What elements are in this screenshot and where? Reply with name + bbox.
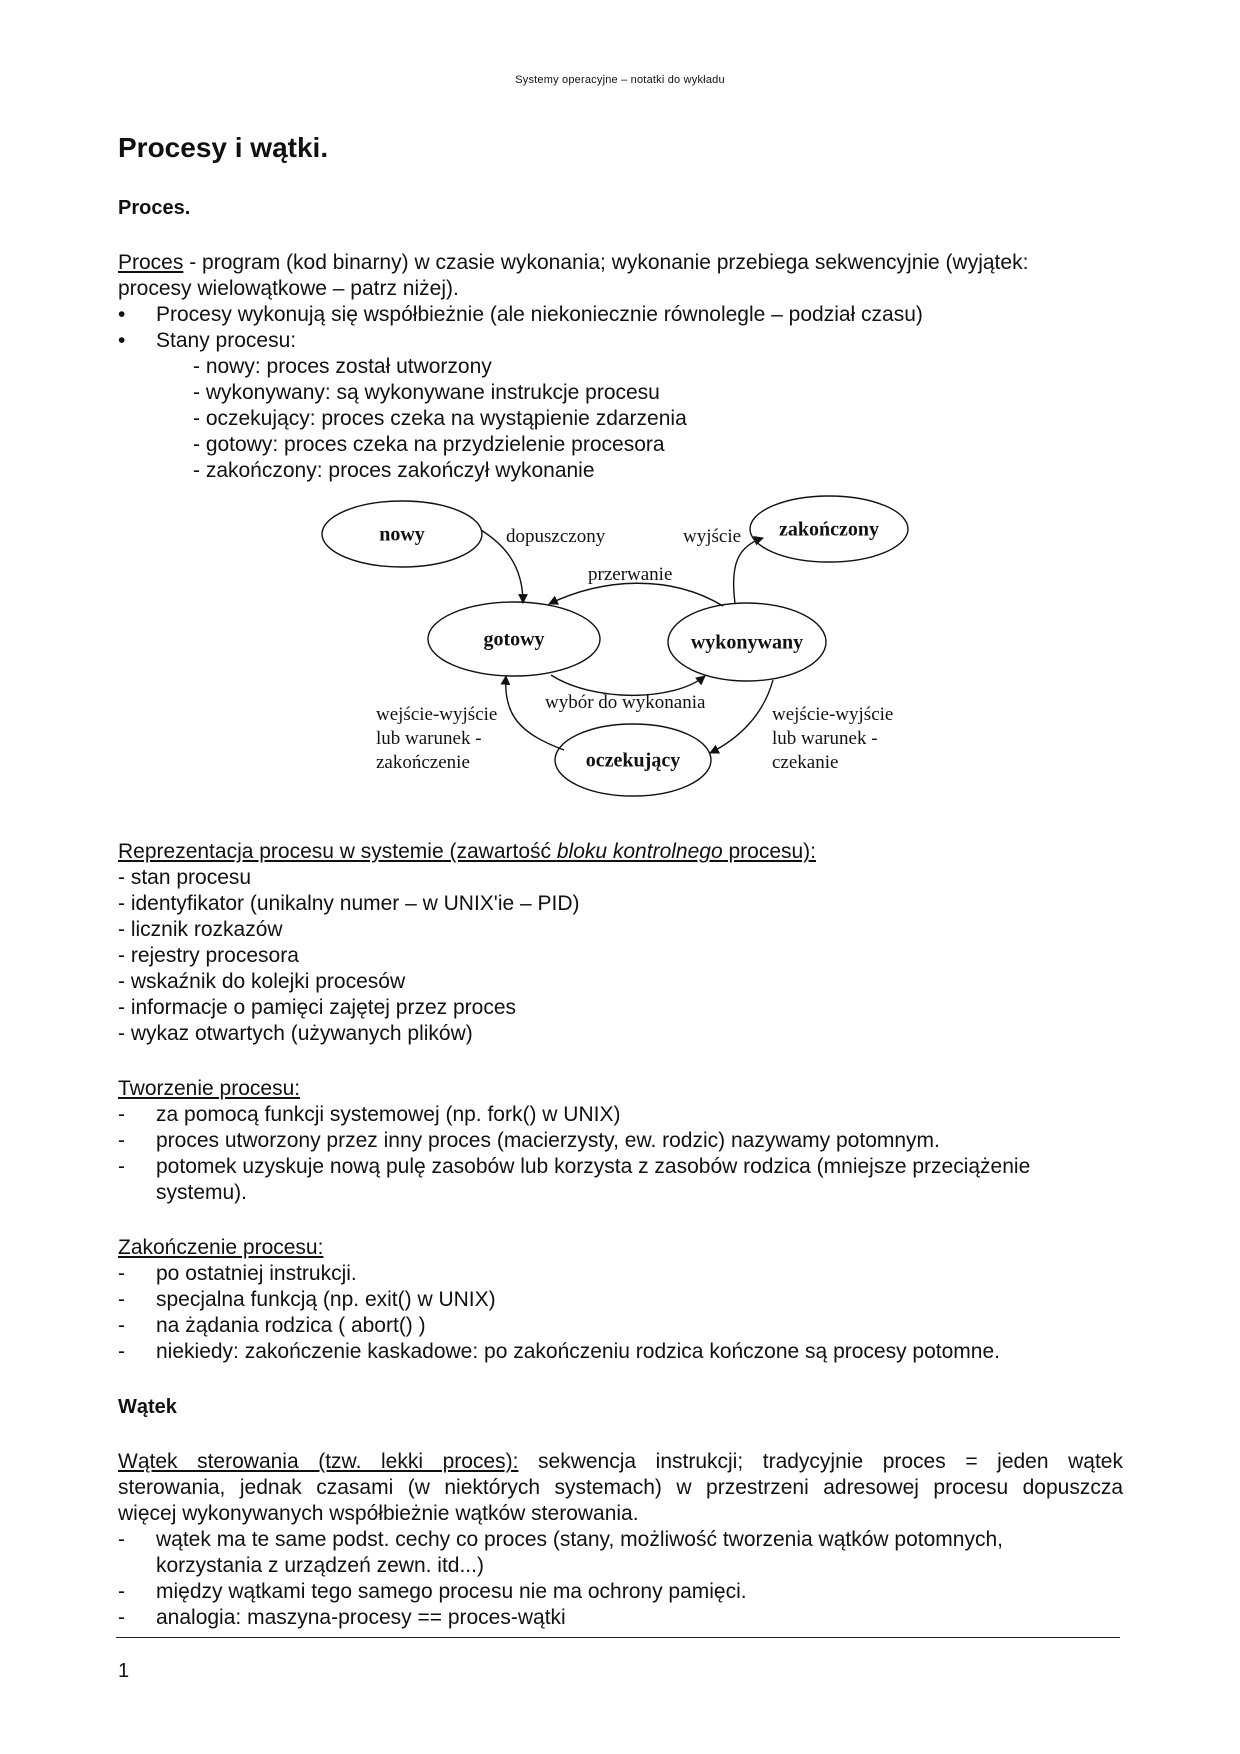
pcb-item: - rejestry procesora bbox=[118, 944, 299, 967]
thread-item: - analogia: maszyna-procesy == proces-wątki bbox=[118, 1606, 566, 1629]
document-title: Procesy i wątki. bbox=[118, 132, 329, 163]
process-definition bbox=[118, 250, 1123, 276]
edge-io-wait-label: wejście-wyjście bbox=[772, 704, 894, 725]
section-heading-thread: Wątek bbox=[118, 1396, 177, 1418]
page-number: 1 bbox=[118, 1660, 130, 1682]
edge-dispatch-label: wybór do wykonania bbox=[545, 692, 706, 713]
termination-heading: Zakończenie procesu: bbox=[118, 1236, 324, 1259]
edge-io-done-label: zakończenie bbox=[376, 752, 470, 773]
pcb-item: - identyfikator (unikalny numer – w UNIX'ie – PID) bbox=[118, 892, 580, 915]
state-item: - wykonywany: są wykonywane instrukcje procesu bbox=[193, 381, 660, 404]
running-header: Systemy operacyjne – notatki do wykładu bbox=[515, 74, 725, 86]
pcb-item: - stan procesu bbox=[118, 866, 252, 889]
thread-item: - wątek ma te same podst. cechy co proces (stany, możliwość tworzenia wątków potomnych, bbox=[118, 1528, 1003, 1551]
edge-admitted-label: dopuszczony bbox=[506, 526, 606, 547]
bullet-text: Procesy wykonują się współbieżnie (ale niekoniecznie równolegle – podział czasu) bbox=[156, 303, 923, 326]
termination-section bbox=[118, 1235, 1123, 1365]
edge-io-wait bbox=[710, 680, 773, 753]
pcb-heading-emphasis: bloku kontrolnego bbox=[556, 840, 723, 863]
thread-definition: Wątek sterowania (tzw. lekki proces): sekwencja instrukcji; tradycyjnie proces = jeden wątek bbox=[118, 1450, 1123, 1473]
creation-section bbox=[118, 1076, 1123, 1206]
edge-exit-label: wyjście bbox=[683, 526, 742, 547]
edge-io-done-label: lub warunek - bbox=[376, 728, 482, 749]
bullet-text: Stany procesu: bbox=[156, 329, 297, 352]
creation-item: - proces utworzony przez inny proces (macierzysty, ew. rodzic) nazywamy potomnym. bbox=[118, 1129, 940, 1152]
edge-io-wait-label: czekanie bbox=[772, 752, 839, 773]
node-done-label: zakończony bbox=[779, 518, 879, 541]
termination-item: - po ostatniej instrukcji. bbox=[118, 1262, 357, 1285]
edge-interrupt-label: przerwanie bbox=[588, 564, 673, 585]
footer-rule bbox=[116, 1637, 1120, 1638]
pcb-section bbox=[118, 839, 1123, 1047]
edge-interrupt bbox=[549, 583, 723, 606]
edge-io-done-label: wejście-wyjście bbox=[376, 704, 498, 725]
termination-item: - niekiedy: zakończenie kaskadowe: po zakończeniu rodzica kończone są procesy potomne. bbox=[118, 1340, 1000, 1363]
state-item: - zakończony: proces zakończył wykonanie bbox=[193, 459, 595, 482]
state-item: - nowy: proces został utworzony bbox=[193, 355, 492, 378]
bullet-marker: • bbox=[118, 303, 126, 326]
pcb-item: - wykaz otwartych (używanych plików) bbox=[118, 1022, 473, 1045]
termination-item: - na żądania rodzica ( abort() ) bbox=[118, 1314, 426, 1337]
section-heading-process: Proces. bbox=[118, 197, 191, 219]
node-new-label: nowy bbox=[379, 523, 425, 546]
creation-item: - potomek uzyskuje nową pulę zasobów lub korzysta z zasobów rodzica (mniejsze przeciążenie bbox=[118, 1155, 1031, 1178]
thread-definition-cont: sterowania, jednak czasami (w niektórych systemach) w przestrzeni adresowej procesu dopuszcza bbox=[118, 1476, 1123, 1499]
creation-heading: Tworzenie procesu: bbox=[118, 1077, 301, 1100]
node-ready-label: gotowy bbox=[483, 628, 545, 651]
thread-term: Wątek sterowania (tzw. lekki proces): bbox=[118, 1450, 519, 1473]
node-waiting-label: oczekujący bbox=[585, 749, 681, 772]
edge-exit bbox=[734, 538, 763, 603]
process-definition-text: - program (kod binarny) w czasie wykonania; wykonanie przebiega sekwencyjnie (wyjątek: bbox=[183, 251, 1029, 274]
edge-io-done bbox=[506, 676, 564, 750]
thread-item: - między wątkami tego samego procesu nie ma ochrony pamięci. bbox=[118, 1580, 747, 1603]
process-section bbox=[118, 250, 1123, 484]
bullet-item bbox=[118, 302, 1123, 328]
creation-item: - za pomocą funkcji systemowej (np. fork() w UNIX) bbox=[118, 1103, 621, 1126]
process-definition-cont: procesy wielowątkowe – patrz niżej). bbox=[118, 277, 459, 300]
bullet-item bbox=[118, 328, 1123, 354]
bullet-marker: • bbox=[118, 329, 126, 352]
state-item: - oczekujący: proces czeka na wystąpienie zdarzenia bbox=[193, 407, 687, 430]
process-state-diagram bbox=[318, 494, 930, 814]
pcb-item: - informacje o pamięci zajętej przez proces bbox=[118, 996, 516, 1019]
termination-item: - specjalna funkcją (np. exit() w UNIX) bbox=[118, 1288, 496, 1311]
thread-section bbox=[118, 1449, 1123, 1631]
creation-item-cont: systemu). bbox=[156, 1181, 248, 1204]
pcb-heading: Reprezentacja procesu w systemie (zawartość bloku kontrolnego procesu): bbox=[118, 840, 817, 863]
state-item: - gotowy: proces czeka na przydzielenie procesora bbox=[193, 433, 665, 456]
node-running-label: wykonywany bbox=[690, 631, 804, 654]
thread-item-cont: korzystania z urządzeń zewn. itd...) bbox=[156, 1554, 484, 1577]
pcb-item: - licznik rozkazów bbox=[118, 918, 283, 941]
thread-definition-cont: więcej wykonywanych współbieżnie wątków sterowania. bbox=[118, 1502, 639, 1525]
edge-io-wait-label: lub warunek - bbox=[772, 728, 878, 749]
process-term: Proces bbox=[118, 251, 184, 274]
pcb-item: - wskaźnik do kolejki procesów bbox=[118, 970, 406, 993]
